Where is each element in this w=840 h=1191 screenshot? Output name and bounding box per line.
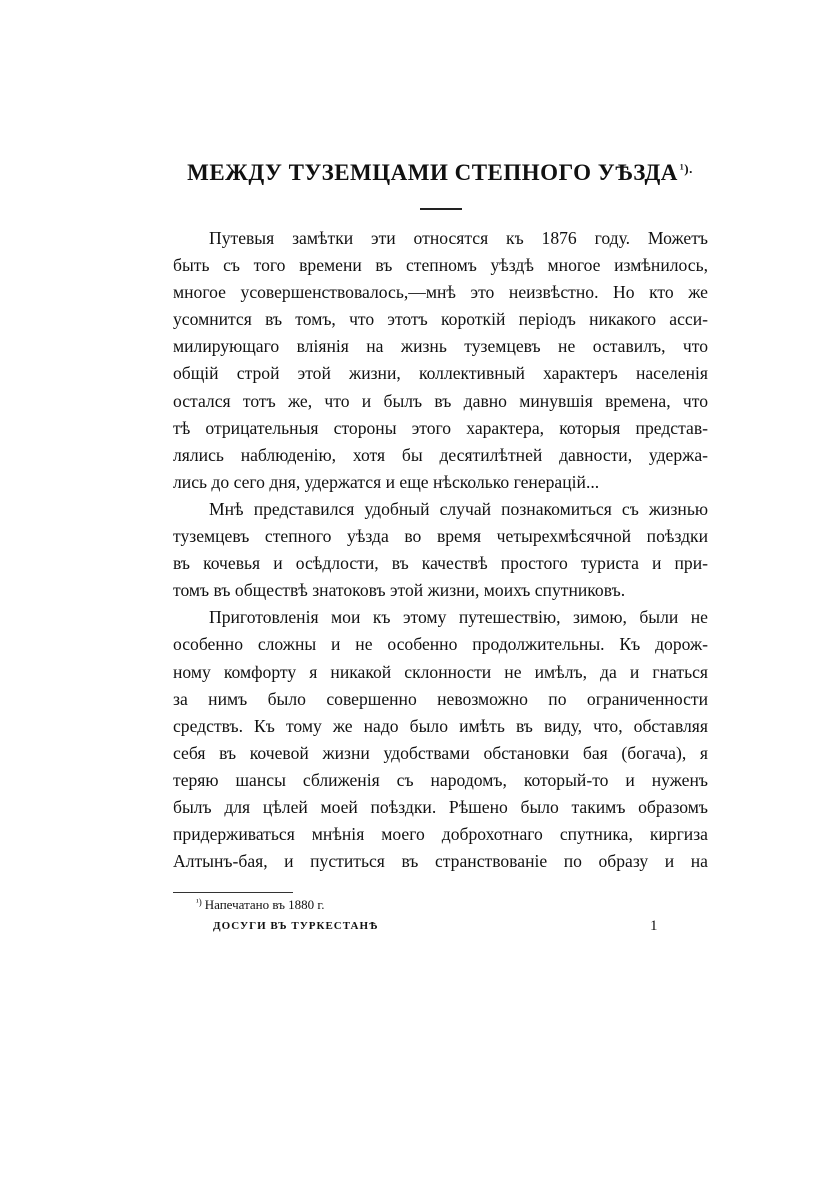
text-line: себя въ кочевой жизни удобствами обстановки бая (богача), я — [173, 742, 708, 763]
text-line: ному комфорту я никакой склонности не имѣлъ, да и гнаться — [173, 661, 708, 682]
text-line: томъ въ обществѣ знатоковъ этой жизни, моихъ спутниковъ. — [173, 580, 626, 601]
text-line: усомнится въ томъ, что этотъ короткій періодъ никакого асси- — [173, 309, 708, 330]
text-line: тѣ отрицательныя стороны этого характера, которыя представ- — [173, 417, 708, 438]
footnote — [196, 897, 325, 913]
text-line: въ кочевья и осѣдлости, въ качествѣ простого туриста и при- — [173, 553, 708, 574]
text-line: Мнѣ представился удобный случай познакомиться съ жизнью — [209, 498, 708, 519]
text-line: средствъ. Къ тому же надо было имѣть въ виду, что, обставляя — [173, 715, 708, 736]
text-line: теряю шансы сближенія съ народомъ, который-то и нуженъ — [173, 769, 708, 790]
page-number: 1 — [650, 918, 658, 934]
footnote-text: Напечатано въ 1880 г. — [204, 897, 325, 912]
footnote-marker: ¹) — [196, 897, 202, 907]
footnote-divider — [173, 892, 293, 893]
title-footnote-marker: ¹). — [679, 161, 693, 176]
body-text — [173, 225, 708, 875]
text-line: остался тотъ же, что и былъ въ давно минувшія времена, что — [173, 390, 708, 411]
text-line: Приготовленія мои къ этому путешествію, зимою, были не — [209, 607, 708, 628]
text-line: Алтынъ-бая, и пуститься въ странствованіе по образу и на — [173, 851, 708, 872]
text-line: туземцевъ степного уѣзда во время четырехмѣсячной поѣздки — [173, 526, 708, 547]
text-line: милирующаго вліянія на жизнь туземцевъ не оставилъ, что — [173, 336, 708, 357]
text-line: за нимъ было совершенно невозможно по ограниченности — [173, 688, 708, 709]
text-line: общій строй этой жизни, коллективный характеръ населенія — [173, 363, 708, 384]
title-divider — [420, 208, 462, 210]
text-line: особенно сложны и не особенно продолжительны. Къ дорож- — [173, 634, 708, 655]
text-line: лялись наблюденію, хотя бы десятилѣтней давности, удержа- — [173, 444, 708, 465]
text-line: Путевыя замѣтки эти относятся къ 1876 году. Можетъ — [209, 228, 708, 248]
text-line: многое усовершенствовалось,—мнѣ это неизвѣстно. Но кто же — [173, 282, 708, 303]
printer-signature: ДОСУГИ ВЪ ТУРКЕСТАНѢ — [213, 920, 379, 932]
chapter-title-text: МЕЖДУ ТУЗЕМЦАМИ СТЕПНОГО УѢЗДА — [187, 160, 678, 185]
text-line: былъ для цѣлей моей поѣздки. Рѣшено было такимъ образомъ — [173, 796, 708, 817]
chapter-title — [150, 160, 730, 186]
text-line: придерживаться мнѣнія моего доброхотнаго спутника, киргиза — [173, 824, 708, 845]
text-line: лись до сего дня, удержатся и еще нѣсколько генерацій... — [173, 471, 600, 492]
text-line: быть съ того времени въ степномъ уѣздѣ многое измѣнилось, — [173, 255, 708, 276]
